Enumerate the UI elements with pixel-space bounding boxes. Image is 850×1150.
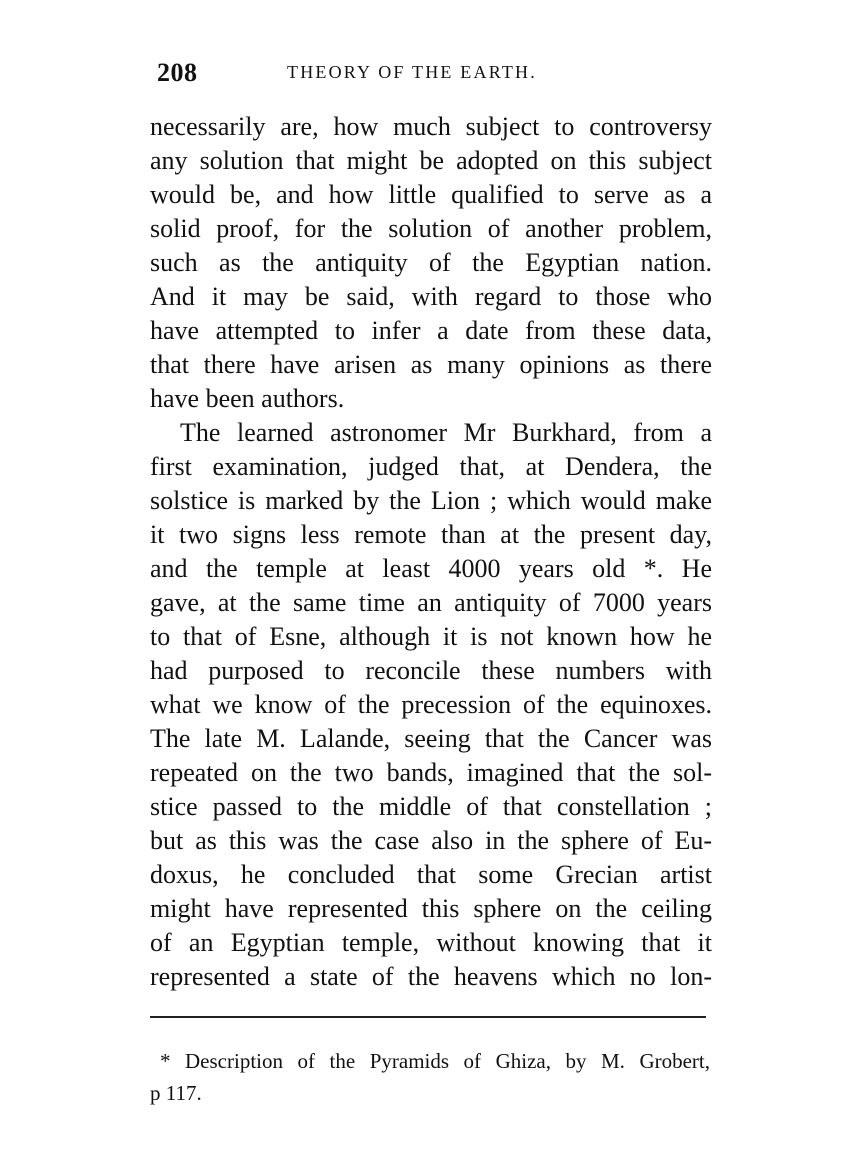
text-line: have been authors. (150, 384, 345, 413)
footnote-line: p 117. (150, 1081, 202, 1105)
text-line: repeated on the two bands, imagined that the sol- (150, 758, 712, 787)
text-line: solstice is marked by the Lion ; which would make (150, 486, 712, 515)
text-line: that there have arisen as many opinions as there (150, 350, 712, 379)
text-line: such as the antiquity of the Egyptian nation. (150, 248, 712, 277)
text-line: gave, at the same time an antiquity of 7000 years (150, 588, 712, 617)
text-line: what we know of the precession of the equinoxes. (150, 690, 712, 719)
body-text (150, 110, 712, 994)
text-line: of an Egyptian temple, without knowing that it (150, 928, 712, 957)
text-line: solid proof, for the solution of another problem, (150, 214, 712, 243)
footnote (150, 1045, 710, 1109)
text-line: necessarily are, how much subject to controversy (150, 112, 712, 141)
text-line: any solution that might be adopted on this subject (150, 146, 712, 175)
footnote-line: * Description of the Pyramids of Ghiza, by M. Grobert, (160, 1049, 710, 1073)
text-line: And it may be said, with regard to those who (150, 282, 712, 311)
text-line: would be, and how little qualified to serve as a (150, 180, 712, 209)
text-line: The late M. Lalande, seeing that the Cancer was (150, 724, 712, 753)
text-line: but as this was the case also in the sphere of Eu- (150, 826, 712, 855)
text-line: first examination, judged that, at Dendera, the (150, 452, 712, 481)
text-line: and the temple at least 4000 years old *. He (150, 554, 712, 583)
text-line: it two signs less remote than at the present day, (150, 520, 712, 549)
text-line: had purposed to reconcile these numbers with (150, 656, 712, 685)
running-title: THEORY OF THE EARTH. (287, 62, 537, 82)
paragraph-start-line: The learned astronomer Mr Burkhard, from a (180, 418, 712, 447)
footnote-divider (150, 1016, 706, 1018)
text-line: to that of Esne, although it is not known how he (150, 622, 712, 651)
running-head (157, 58, 707, 92)
text-line: stice passed to the middle of that constellation ; (150, 792, 712, 821)
text-line: have attempted to infer a date from these data, (150, 316, 712, 345)
text-line: represented a state of the heavens which no lon- (150, 962, 712, 991)
text-line: doxus, he concluded that some Grecian artist (150, 860, 712, 889)
page-number: 208 (157, 58, 198, 87)
text-line: might have represented this sphere on the ceiling (150, 894, 712, 923)
